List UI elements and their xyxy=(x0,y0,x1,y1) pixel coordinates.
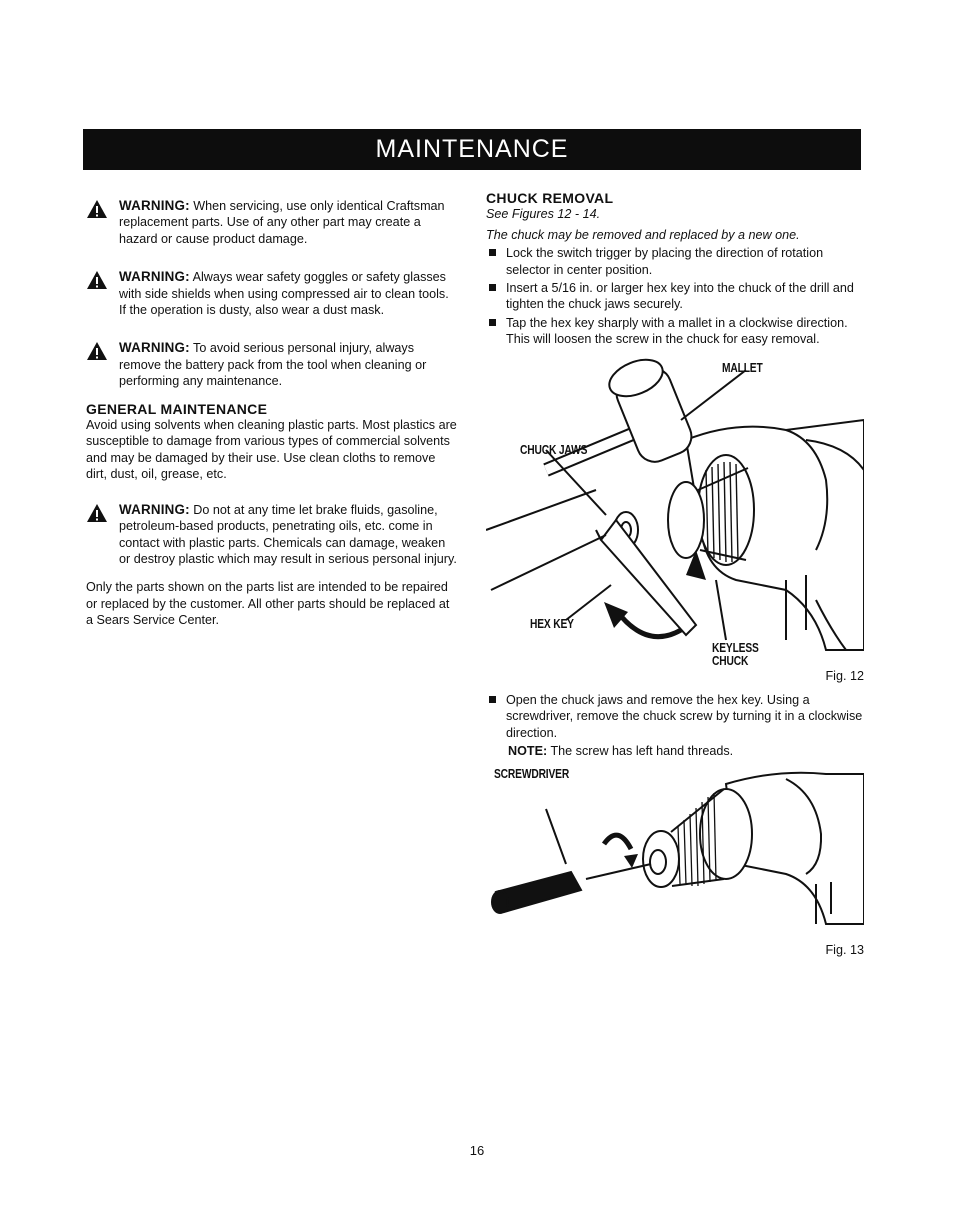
general-maintenance-heading: GENERAL MAINTENANCE xyxy=(86,400,268,417)
fig-13-caption: Fig. 13 xyxy=(825,942,864,957)
warning-block-3 xyxy=(86,340,458,389)
warning-triangle-icon xyxy=(86,341,108,361)
chuck-removal-steps xyxy=(486,245,864,347)
warning-body: Always wear safety goggles or safety glasses with side shields when using compressed air to clean tools. If the operation is dusty, also wear a dust mask. xyxy=(119,270,449,318)
warning-block-4 xyxy=(86,502,458,568)
chuck-removal-step-4 xyxy=(486,692,864,741)
section-title: MAINTENANCE xyxy=(375,135,569,163)
figure-13 xyxy=(486,764,864,944)
step-item: Open the chuck jaws and remove the hex key. Using a screwdriver, remove the chuck screw by turning it in a clockwise direction. xyxy=(486,692,864,741)
note-line xyxy=(486,743,864,759)
warning-body: When servicing, use only identical Craftsman replacement parts. Use of any other part may create a hazard or cause product damage. xyxy=(119,199,445,246)
see-figures-ref: See Figures 12 - 14. xyxy=(486,207,601,222)
keyless-chuck-label-2: CHUCK xyxy=(712,653,749,668)
left-column xyxy=(86,198,458,629)
note-label: NOTE: xyxy=(508,744,548,759)
figure-12 xyxy=(486,350,864,670)
warning-label: WARNING: xyxy=(119,269,190,285)
warning-triangle-icon xyxy=(86,270,108,290)
warning-triangle-icon xyxy=(86,199,108,219)
warning-text-4 xyxy=(119,502,458,568)
general-maintenance-text: Avoid using solvents when cleaning plastic parts. Most plastics are susceptible to damage from various types of commercial solvents and may be damaged by their use. Use clean cloths to remove dirt, dust, oil, grease, etc. xyxy=(86,418,457,482)
parts-note: Only the parts shown on the parts list are intended to be repaired or replaced by the customer. All other parts should be replaced at a Sears Service Center. xyxy=(86,580,450,628)
note-text: The screw has left hand threads. xyxy=(547,744,734,759)
step-item: Lock the switch trigger by placing the direction of rotation selector in center position. xyxy=(486,245,864,278)
chuck-removal-intro: The chuck may be removed and replaced by a new one. xyxy=(486,227,800,242)
chuck-jaws-label: CHUCK JAWS xyxy=(520,442,588,457)
warning-text-1 xyxy=(119,198,458,247)
screwdriver-chuck-illustration xyxy=(486,764,864,944)
keyless-chuck-label-1: KEYLESS xyxy=(712,640,759,655)
step-item: Tap the hex key sharply with a mallet in a clockwise direction. This will loosen the screw in the chuck for easy removal. xyxy=(486,315,864,348)
general-maintenance-section xyxy=(86,401,458,483)
fig-12-caption: Fig. 12 xyxy=(825,668,864,683)
section-banner xyxy=(83,129,861,170)
warning-label: WARNING: xyxy=(119,198,190,213)
hex-key-label: HEX KEY xyxy=(530,616,574,631)
page-number: 16 xyxy=(469,1143,485,1158)
chuck-removal-heading: CHUCK REMOVAL xyxy=(486,190,614,206)
warning-label: WARNING: xyxy=(119,340,190,356)
warning-triangle-icon xyxy=(86,503,108,523)
step-item: Insert a 5/16 in. or larger hex key into the chuck of the drill and tighten the chuck jaws securely. xyxy=(486,280,864,313)
screwdriver-label: SCREWDRIVER xyxy=(494,766,570,781)
warning-label: WARNING: xyxy=(119,501,190,517)
warning-body: Do not at any time let brake fluids, gasoline, petroleum-based products, penetrating oils, etc. come in contact with plastic parts. Chemicals can damage, weaken or destroy plastic which may result in serious personal injury. xyxy=(119,502,457,566)
warning-block-2 xyxy=(86,269,458,318)
right-column xyxy=(486,190,864,958)
mallet-label: MALLET xyxy=(722,360,763,375)
warning-text-3 xyxy=(119,340,458,389)
warning-block-1 xyxy=(86,198,458,247)
warning-text-2 xyxy=(119,269,458,318)
warning-body: To avoid serious personal injury, always remove the battery pack from the tool when cleaning or performing any maintenance. xyxy=(119,341,427,389)
